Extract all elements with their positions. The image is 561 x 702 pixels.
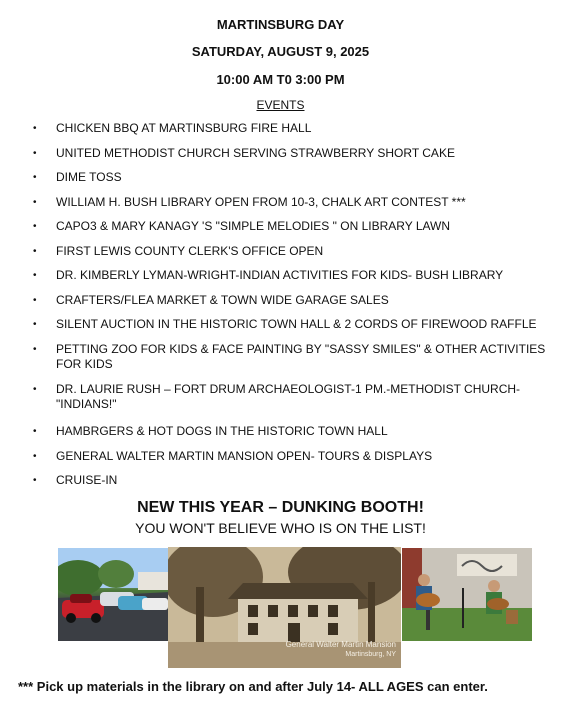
event-text: DR. KIMBERLY LYMAN-WRIGHT-INDIAN ACTIVITIES FOR KIDS- BUSH LIBRARY bbox=[56, 268, 504, 282]
bullet-icon: • bbox=[33, 270, 37, 281]
bullet-icon: • bbox=[33, 246, 37, 257]
event-title: MARTINSBURG DAY bbox=[216, 17, 345, 32]
bullet-icon: • bbox=[33, 295, 37, 306]
car-show-illustration bbox=[58, 548, 170, 641]
bullet-icon: • bbox=[33, 148, 37, 159]
event-text: CRAFTERS/FLEA MARKET & TOWN WIDE GARAGE SALES bbox=[56, 293, 389, 307]
bullet-icon: • bbox=[33, 123, 37, 134]
event-text: UNITED METHODIST CHURCH SERVING STRAWBERRY SHORT CAKE bbox=[56, 146, 455, 160]
bullet-icon: • bbox=[33, 426, 37, 437]
event-date: SATURDAY, AUGUST 9, 2025 bbox=[191, 44, 370, 59]
event-text: CHICKEN BBQ AT MARTINSBURG FIRE HALL bbox=[56, 121, 312, 135]
event-text: CRUISE-IN bbox=[56, 473, 118, 487]
event-text: DIME TOSS bbox=[56, 170, 122, 184]
event-text: GENERAL WALTER MARTIN MANSION OPEN- TOURS & DISPLAYS bbox=[56, 449, 433, 463]
event-text: CAPO3 & MARY KANAGY 'S "SIMPLE MELODIES " ON LIBRARY LAWN bbox=[56, 219, 451, 233]
events-heading: EVENTS bbox=[256, 98, 305, 112]
mansion-illustration bbox=[168, 547, 401, 668]
event-time: 10:00 AM T0 3:00 PM bbox=[216, 72, 345, 87]
bullet-icon: • bbox=[33, 172, 37, 183]
bullet-icon: • bbox=[33, 475, 37, 486]
bullet-icon: • bbox=[33, 221, 37, 232]
bullet-icon: • bbox=[33, 344, 37, 355]
event-text: PETTING ZOO FOR KIDS & FACE PAINTING BY "SASSY SMILES" & OTHER ACTIVITIES FOR KIDS bbox=[56, 342, 546, 371]
car-show-photo bbox=[58, 548, 170, 641]
bullet-icon: • bbox=[33, 451, 37, 462]
mansion-photo bbox=[168, 547, 401, 668]
event-text: DR. LAURIE RUSH – FORT DRUM ARCHAEOLOGIST-1 PM.-METHODIST CHURCH- "INDIANS!" bbox=[56, 382, 521, 411]
musicians-illustration bbox=[402, 548, 532, 641]
bullet-icon: • bbox=[33, 197, 37, 208]
promo-headline: NEW THIS YEAR – DUNKING BOOTH! bbox=[137, 499, 424, 516]
bullet-icon: • bbox=[33, 319, 37, 330]
mansion-caption-2: Martinsburg, NY bbox=[345, 651, 396, 658]
footer-note: *** Pick up materials in the library on and after July 14- ALL AGES can enter. bbox=[18, 679, 488, 694]
event-text: SILENT AUCTION IN THE HISTORIC TOWN HALL & 2 CORDS OF FIREWOOD RAFFLE bbox=[56, 317, 537, 331]
event-text: FIRST LEWIS COUNTY CLERK'S OFFICE OPEN bbox=[56, 244, 324, 258]
event-text: HAMBRGERS & HOT DOGS IN THE HISTORIC TOWN HALL bbox=[56, 424, 388, 438]
mansion-caption-1: General Walter Martin Mansion bbox=[285, 640, 396, 649]
promo-subline: YOU WON'T BELIEVE WHO IS ON THE LIST! bbox=[135, 520, 426, 536]
bullet-icon: • bbox=[33, 384, 37, 395]
event-text: WILLIAM H. BUSH LIBRARY OPEN FROM 10-3, CHALK ART CONTEST *** bbox=[56, 195, 466, 209]
musicians-photo bbox=[402, 548, 532, 641]
